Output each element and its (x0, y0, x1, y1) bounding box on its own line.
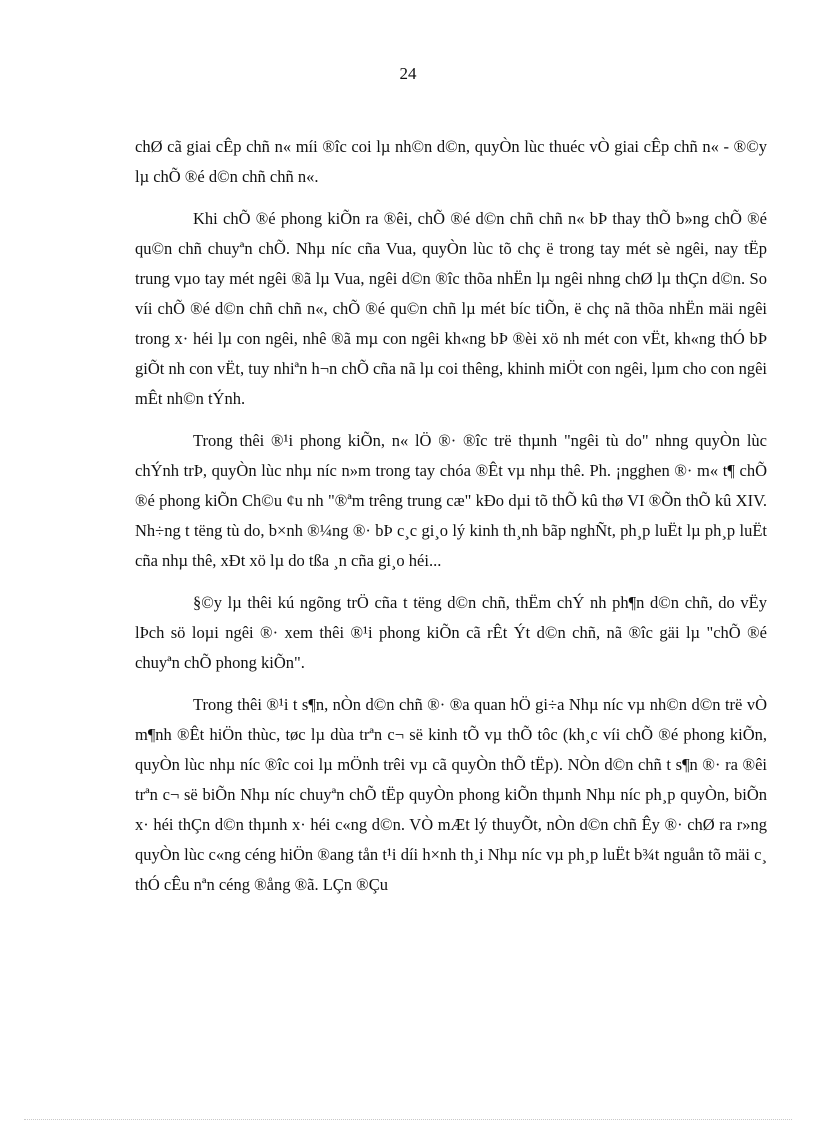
paragraph-bourgeois-democracy: Trong thêi ®¹i t s¶n, nÒn d©n chñ ®· ®a quan hÖ gi÷a Nhµ níc vµ nh©n d©n trë vÒ m¶nh ®Êt hiÖn thùc, tøc lµ dùa trªn c¬ së kinh tÕ vµ thÕ tôc (kh¸c víi chÕ ®é phong kiÕn, quyÒn lùc nhµ níc ®îc coi lµ mÖnh trêi vµ cã quyÒn thÕ tËp). NÒn d©n chñ t s¶n ®· ra ®êi trªn c¬ së biÕn Nhµ níc chuyªn chÕ tËp quyÒn phong kiÕn thµnh Nhµ níc ph¸p quyÒn, biÕn x· héi thÇn d©n thµnh x· héi c«ng d©n. VÒ mÆt lý thuyÕt, nÒn d©n chñ Êy ®· chØ ra r»ng quyÒn lùc c«ng céng hiÖn ®ang tån t¹i díi h×nh th¸i Nhµ níc vµ ph¸p luËt b¾t nguån tõ mäi c¸ thÓ cÊu nªn céng ®ång ®ã. LÇn ®Çu (135, 695, 767, 894)
paragraph-stagnation: §©y lµ thêi kú ngõng trÖ cña t tëng d©n chñ, thËm chÝ nh ph¶n d©n chñ, do vËy lÞch sö loµi ngêi ®· xem thêi ®¹i phong kiÕn cã rÊt Ýt d©n chñ, nã ®îc gäi lµ "chÕ ®é chuyªn chÕ phong kiÕn". (135, 593, 767, 672)
page-number: 24 (399, 64, 417, 83)
document-body (135, 132, 767, 900)
paragraph-feudal-monarchy: Khi chÕ ®é phong kiÕn ra ®êi, chÕ ®é d©n chñ chñ n« bÞ thay thÕ b»ng chÕ ®é qu©n chñ chuyªn chÕ. Nhµ níc cña Vua, quyÒn lùc tõ chç ë trong tay mét sè ngêi, nay tËp trung vµo tay mét ngêi ®ã lµ Vua, ngêi d©n ®îc thõa nhËn lµ ngêi nhng chØ lµ thÇn d©n. So víi chÕ ®é d©n chñ chñ n«, chÕ ®é qu©n chñ lµ mét bíc tiÕn, ë chç nã thõa nhËn mäi ngêi trong x· héi lµ con ngêi, nhê ®ã mµ con ngêi kh«ng bÞ ®èi xö nh mét con vËt, kh«ng thÓ bÞ giÕt nh con vËt, tuy nhiªn h¬n chÕ cña nã lµ coi thêng, khinh miÖt con ngêi, lµm cho con ngêi mÊt nh©n tÝnh. (135, 209, 767, 408)
paragraph-feudal-era: Trong thêi ®¹i phong kiÕn, n« lÖ ®· ®îc trë thµnh "ngêi tù do" nhng quyÒn lùc chÝnh trÞ, quyÒn lùc nhµ níc n»m trong tay chóa ®Êt vµ nhµ thê. Ph. ¡ngghen ®· m« t¶ chÕ ®é phong kiÕn Ch©u ¢u nh "®ªm trêng trung cæ" kÐo dµi tõ thÕ kû thø VI ®Õn thÕ kû XIV. Nh÷ng t tëng tù do, b×nh ®¼ng ®· bÞ c¸c gi¸o lý kinh th¸nh bãp nghÑt, ph¸p luËt lµ ph¸p luËt cña nhµ thê, xÐt xö lµ do tßa ¸n cña gi¸o héi... (135, 431, 767, 570)
page-bottom-divider (24, 1119, 792, 1120)
paragraph-continued: chØ cã giai cÊp chñ n« míi ®îc coi lµ nh©n d©n, quyÒn lùc thuéc vÒ giai cÊp chñ n« - ®©y lµ chÕ ®é d©n chñ chñ n«. (135, 137, 767, 186)
